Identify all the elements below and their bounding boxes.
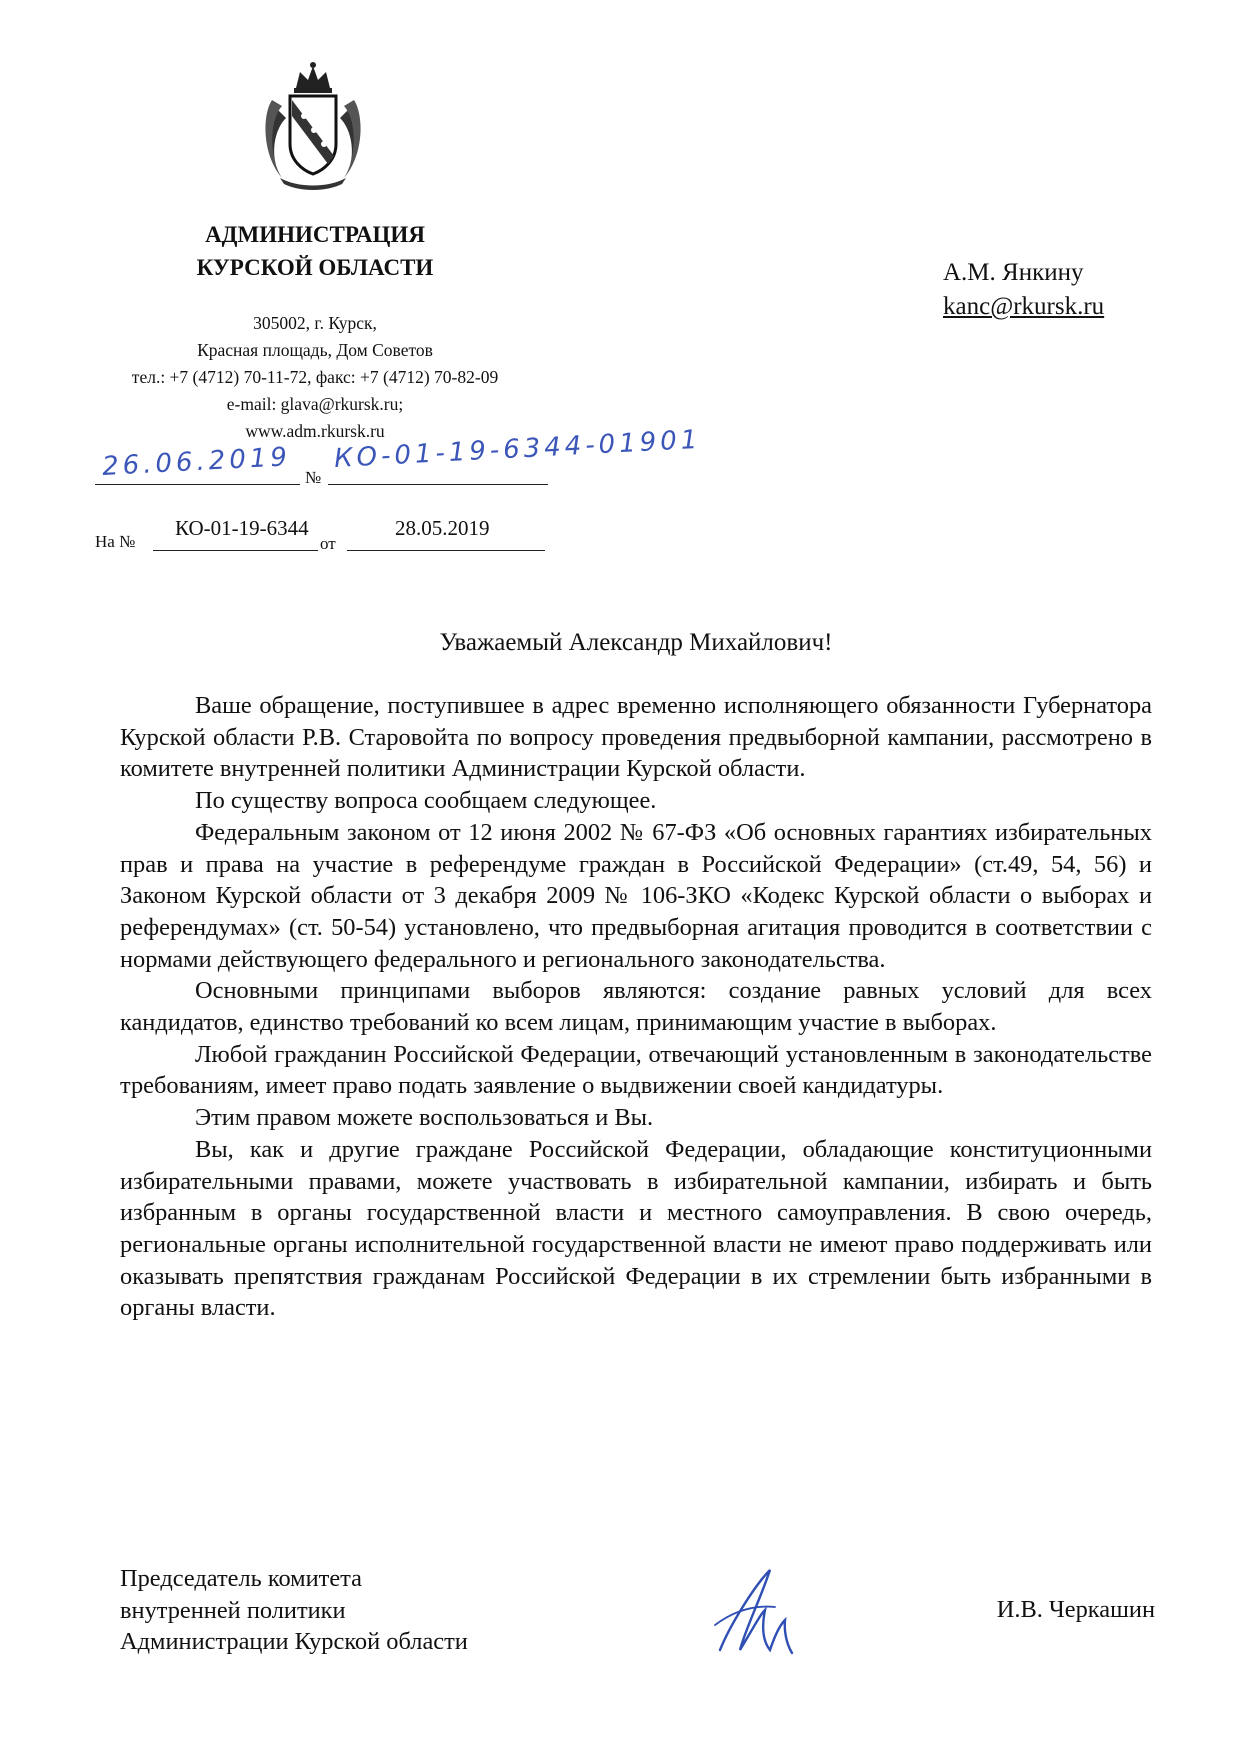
reference-date-label: от <box>320 534 336 553</box>
reference-line <box>95 510 555 553</box>
number-underline <box>328 484 548 485</box>
handwritten-date: 26.06.2019 <box>101 442 292 482</box>
recipient-name: А.М. Янкину <box>943 259 1084 286</box>
salutation: Уважаемый Александр Михайлович! <box>439 629 833 656</box>
email-line: e-mail: glava@rkursk.ru; <box>226 394 404 414</box>
phone-fax-line: тел.: +7 (4712) 70-11-72, факс: +7 (4712) 70-82-09 <box>131 367 499 387</box>
website-line: www.adm.rkursk.ru <box>245 421 385 441</box>
paragraph: Основными принципами выборов являются: создание равных условий для всех кандидатов, единство требований ко всем лицам, принимающим участие в выборах. <box>120 977 1152 1037</box>
paragraph: Вы, как и другие граждане Российской Федерации, обладающие конституционными избирательными правами, можете участвовать в избирательной кампании, избирать и быть избранным в органы государственной власти и местного самоуправления. В свою очередь, региональные органы исполнительной государственной власти не имеют право поддерживать или оказывать препятствия гражданам Российской Федерации в их стремлении быть избранными в органы власти. <box>120 1135 1152 1322</box>
reference-number: КО-01-19-6344 <box>175 516 309 540</box>
org-line-2: КУРСКОЙ ОБЛАСТИ <box>196 255 434 280</box>
number-sign: № <box>305 468 322 487</box>
paragraph: Любой гражданин Российской Федерации, отвечающий установленным в законодательстве требованиям, имеет право подать заявление о выдвижении своей кандидатуры. <box>120 1040 1152 1100</box>
position-line-3: Администрации Курской области <box>120 1628 468 1656</box>
organization-address <box>90 310 540 445</box>
signatory-position <box>120 1563 640 1658</box>
paragraph: По существу вопроса сообщаем следующее. <box>195 787 657 815</box>
handwritten-signature-icon <box>700 1555 820 1665</box>
reference-number-underline <box>153 550 318 551</box>
org-line-1: АДМИНИСТРАЦИЯ <box>205 222 425 247</box>
letter-body <box>120 690 1152 1324</box>
date-underline <box>95 484 300 485</box>
position-line-2: внутренней политики <box>120 1596 346 1624</box>
paragraph: Ваше обращение, поступившее в адрес временно исполняющего обязанности Губернатора Курской области Р.В. Старовойта по вопросу проведения предвыборной кампании, рассмотрено в комитете внутренней политики Администрации Курской области. <box>120 692 1152 783</box>
reference-number-label: На № <box>95 532 136 551</box>
recipient-email: kanc@rkursk.ru <box>943 293 1105 320</box>
address-line-1: 305002, г. Курск, <box>253 313 377 333</box>
kursk-coat-of-arms-icon <box>258 60 368 190</box>
handwritten-number: КО-01-19-6344-01901 <box>333 424 702 474</box>
recipient-block <box>943 256 1183 324</box>
address-line-2: Красная площадь, Дом Советов <box>197 340 433 360</box>
paragraph: Этим правом можете воспользоваться и Вы. <box>195 1104 654 1132</box>
reference-date: 28.05.2019 <box>395 516 490 540</box>
signer-name: И.В. Черкашин <box>996 1596 1155 1623</box>
position-line-1: Председатель комитета <box>120 1565 362 1592</box>
organization-title <box>140 218 490 284</box>
paragraph: Федеральным законом от 12 июня 2002 № 67-ФЗ «Об основных гарантиях избирательных прав и права на участие в референдуме граждан в Российской Федерации» (ст.49, 54, 56) и Законом Курской области от 3 декабря 2009 № 106-ЗКО «Кодекс Курской области о выборах и референдумах» (ст. 50-54) установлено, что предвыборная агитация проводится в соответствии с нормами действующего федерального и регионального законодательства. <box>120 818 1152 973</box>
reference-date-underline <box>347 550 545 551</box>
